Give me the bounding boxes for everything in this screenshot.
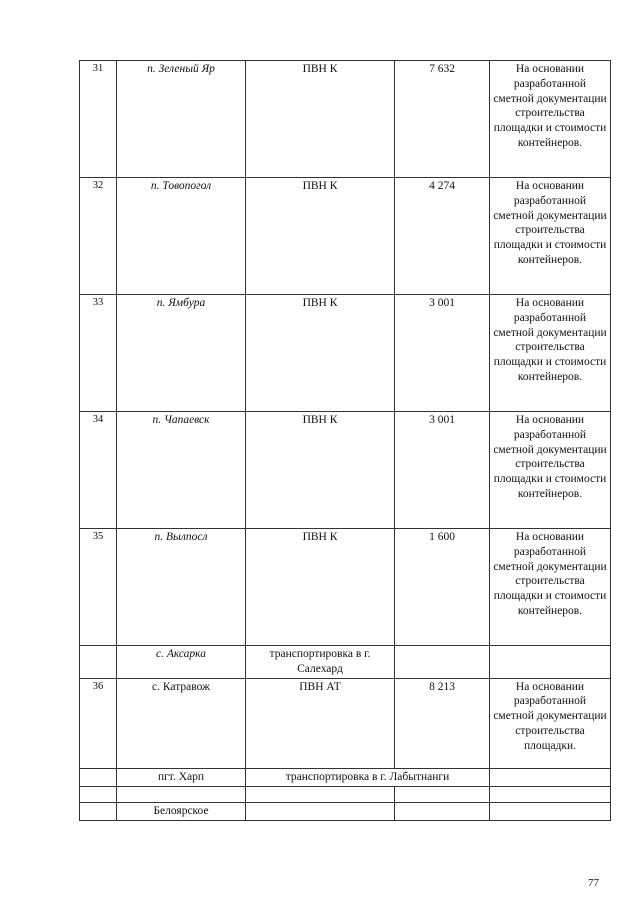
- facility-type-cell: транспортировка в г. Салехард: [246, 646, 395, 679]
- value-cell: 1 600: [395, 529, 490, 646]
- row-number-cell: [80, 646, 117, 679]
- table-row: [80, 295, 611, 412]
- facility-type-cell: ПВН К: [246, 295, 395, 412]
- value-cell: 3 001: [395, 295, 490, 412]
- row-number-cell: 35: [80, 529, 117, 646]
- table-row: [80, 412, 611, 529]
- value-cell: [395, 646, 490, 679]
- value-cell: 8 213: [395, 678, 490, 768]
- row-number-cell: 33: [80, 295, 117, 412]
- facility-type-cell: транспортировка в г. Лабытнанги: [246, 768, 490, 786]
- basis-cell: [490, 646, 611, 679]
- settlement-cell: Белоярское: [117, 802, 246, 820]
- value-cell: 3 001: [395, 412, 490, 529]
- facility-type-cell: [246, 802, 395, 820]
- facility-type-cell: ПВН К: [246, 412, 395, 529]
- table-row: [80, 768, 611, 786]
- basis-cell: На основании разработанной сметной документации строительства площадки и стоимости контейнеров.: [490, 295, 611, 412]
- basis-cell: На основании разработанной сметной документации строительства площадки и стоимости контейнеров.: [490, 61, 611, 178]
- facility-type-cell: ПВН К: [246, 178, 395, 295]
- facility-type-cell: [246, 786, 395, 802]
- row-number-cell: 36: [80, 678, 117, 768]
- basis-cell: На основании разработанной сметной документации строительства площадки и стоимости контейнеров.: [490, 178, 611, 295]
- table-row: [80, 646, 611, 679]
- value-cell: 4 274: [395, 178, 490, 295]
- settlement-cell: п. Чапаевск: [117, 412, 246, 529]
- row-number-cell: [80, 802, 117, 820]
- table-row: [80, 678, 611, 768]
- settlement-cell: [117, 786, 246, 802]
- value-cell: [395, 786, 490, 802]
- table-row: [80, 61, 611, 178]
- table-row: [80, 802, 611, 820]
- basis-cell: На основании разработанной сметной документации строительства площадки.: [490, 678, 611, 768]
- table-row: [80, 529, 611, 646]
- table-row: [80, 786, 611, 802]
- value-cell: 7 632: [395, 61, 490, 178]
- table-row: [80, 178, 611, 295]
- basis-cell: На основании разработанной сметной документации строительства площадки и стоимости контейнеров.: [490, 412, 611, 529]
- row-number-cell: 31: [80, 61, 117, 178]
- basis-cell: [490, 768, 611, 786]
- settlement-cell: с. Аксарка: [117, 646, 246, 679]
- facility-type-cell: ПВН АТ: [246, 678, 395, 768]
- settlement-cell: п. Зеленый Яр: [117, 61, 246, 178]
- waste-sites-table: [79, 60, 611, 821]
- basis-cell: [490, 802, 611, 820]
- page-number: 77: [588, 877, 599, 889]
- basis-cell: На основании разработанной сметной документации строительства площадки и стоимости контейнеров.: [490, 529, 611, 646]
- value-cell: [395, 802, 490, 820]
- row-number-cell: [80, 768, 117, 786]
- settlement-cell: пгт. Харп: [117, 768, 246, 786]
- settlement-cell: п. Товопогол: [117, 178, 246, 295]
- basis-cell: [490, 786, 611, 802]
- facility-type-cell: ПВН К: [246, 529, 395, 646]
- row-number-cell: 32: [80, 178, 117, 295]
- facility-type-cell: ПВН К: [246, 61, 395, 178]
- row-number-cell: [80, 786, 117, 802]
- settlement-cell: п. Вылпосл: [117, 529, 246, 646]
- row-number-cell: 34: [80, 412, 117, 529]
- settlement-cell: с. Катравож: [117, 678, 246, 768]
- settlement-cell: п. Ямбура: [117, 295, 246, 412]
